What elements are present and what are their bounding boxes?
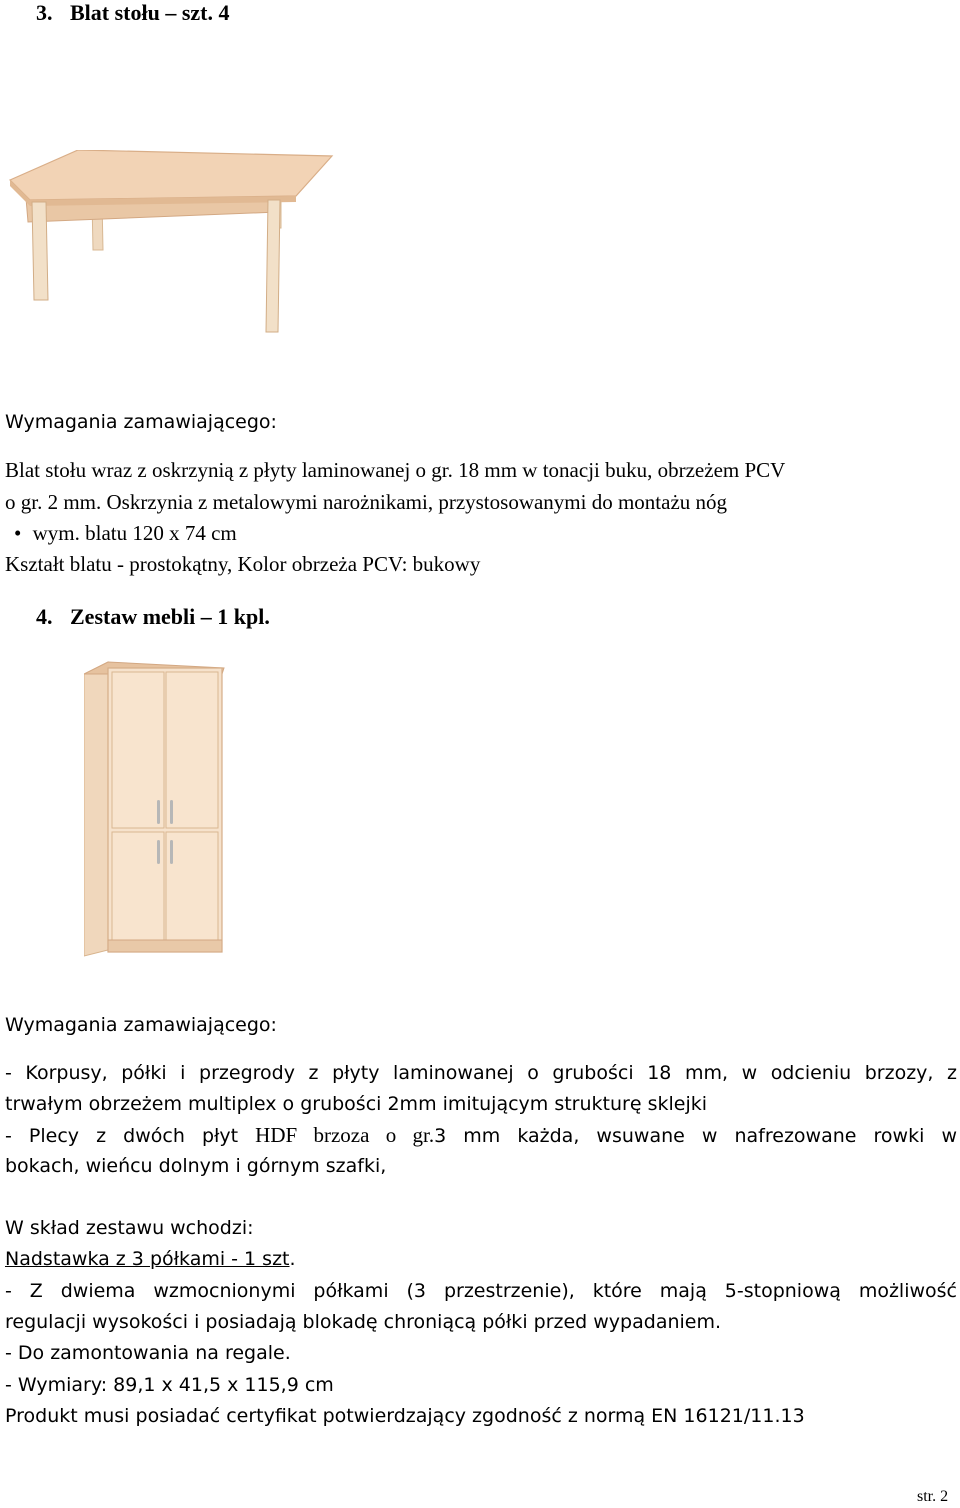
- set-label: W skład zestawu wchodzi:: [5, 1217, 254, 1239]
- text-line: regulacji wysokości i posiadają blokadę chroniącą półki przed wypadaniem.: [5, 1311, 722, 1333]
- cabinet-handle: [157, 800, 160, 824]
- text-line: bokach, wieńcu dolnym i górnym szafki,: [5, 1155, 387, 1177]
- text-line: trwałym obrzeżem multiplex o grubości 2mm imitującym strukturę sklejki: [5, 1093, 707, 1115]
- table-leg-front-right: [266, 200, 280, 332]
- heading-number: 3.: [36, 0, 53, 25]
- text-line: - Z dwiema wzmocnionymi półkami (3 przestrzenie), które mają 5-stopniową możliwość: [5, 1280, 957, 1302]
- section-3-heading: [36, 0, 230, 26]
- bullet-text: wym. blatu 120 x 74 cm: [32, 521, 237, 545]
- cabinet-image: [84, 660, 226, 958]
- heading-title: Zestaw mebli – 1 kpl.: [70, 604, 270, 629]
- cabinet-door-upper-left: [112, 672, 164, 828]
- text-fragment: 3 mm każda, wsuwane w nafrezowane rowki w: [434, 1125, 957, 1147]
- set-item-title: [5, 1247, 296, 1271]
- text-fragment: HDF brzoza o gr.: [255, 1123, 435, 1147]
- cabinet-door-lower-left: [112, 832, 164, 940]
- cabinet-door-upper-right: [166, 672, 218, 828]
- set-item-title-text: Nadstawka z 3 półkami - 1 szt: [5, 1248, 290, 1270]
- text-line: - Wymiary: 89,1 x 41,5 x 115,9 cm: [5, 1374, 334, 1396]
- table-top: [10, 150, 332, 200]
- section-4-heading: [36, 604, 270, 630]
- text-fragment: - Plecy z dwóch płyt: [5, 1125, 256, 1147]
- cabinet-door-lower-right: [166, 832, 218, 940]
- text-line: [5, 1123, 957, 1148]
- text-line: Blat stołu wraz z oskrzynią z płyty laminowanej o gr. 18 mm w tonacji buku, obrzeżem PCV: [5, 458, 786, 482]
- text-line: o gr. 2 mm. Oskrzynia z metalowymi narożnikami, przystosowanymi do montażu nóg: [5, 490, 728, 514]
- cabinet-handle: [170, 800, 173, 824]
- page-number: str. 2: [917, 1488, 949, 1505]
- text-line: Produkt musi posiadać certyfikat potwierdzający zgodność z normą EN 16121/11.13: [5, 1405, 805, 1427]
- heading-number: 4.: [36, 604, 53, 629]
- set-item-title-end: .: [289, 1248, 296, 1270]
- table-image: [6, 150, 336, 340]
- cabinet-plinth: [108, 940, 222, 952]
- heading-title: Blat stołu – szt. 4: [70, 0, 230, 25]
- cabinet-side: [84, 662, 108, 956]
- text-line: - Do zamontowania na regale.: [5, 1342, 291, 1364]
- table-leg-front-left: [32, 202, 48, 300]
- text-line: - Korpusy, półki i przegrody z płyty laminowanej o grubości 18 mm, w odcieniu brzozy, z: [5, 1062, 957, 1084]
- requirements-label: Wymagania zamawiającego:: [5, 411, 277, 433]
- requirements-label: Wymagania zamawiającego:: [5, 1014, 277, 1036]
- cabinet-handle: [157, 840, 160, 864]
- bullet-item: [14, 521, 237, 545]
- bullet: •: [14, 521, 22, 545]
- text-line: Kształt blatu - prostokątny, Kolor obrzeża PCV: bukowy: [5, 552, 481, 576]
- cabinet-handle: [170, 840, 173, 864]
